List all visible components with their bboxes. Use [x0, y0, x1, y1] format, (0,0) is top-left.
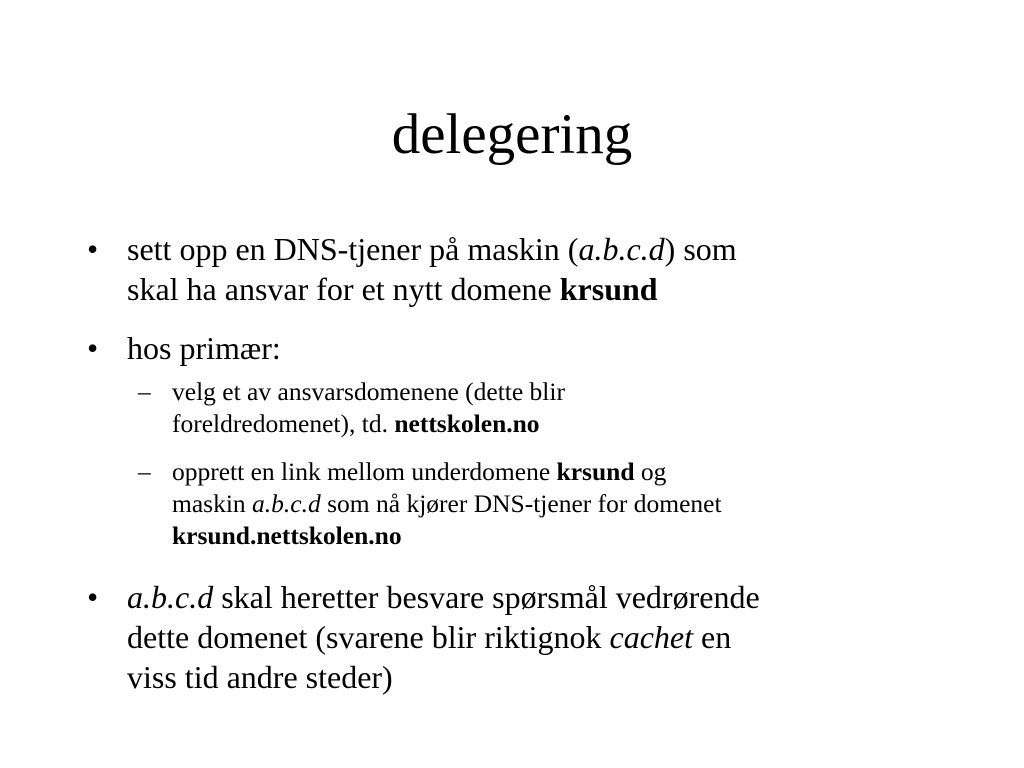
subitem-line: opprett en link mellom underdomene krsund og: [172, 457, 667, 486]
subitem-line: [172, 520, 932, 552]
bullet-item-answer: [87, 577, 927, 697]
bullet-line: hos primær:: [127, 330, 281, 366]
host-name: a.b.c.d: [578, 231, 665, 267]
bullet-line: skal ha ansvar for et nytt domene krsund: [127, 271, 658, 307]
subitem-choose-domain: [138, 376, 932, 440]
dash-marker: –: [138, 377, 151, 406]
subitem-line: foreldredomenet), td. nettskolen.no: [172, 409, 540, 438]
slide-title: delegering: [391, 103, 633, 166]
host-name: a.b.c.d: [252, 489, 321, 518]
bullet-marker: •: [87, 231, 99, 267]
subitem-line: velg et av ansvarsdomenene (dette blir: [172, 377, 565, 406]
fqdn: krsund.nettskolen.no: [172, 521, 402, 550]
bullet-line: sett opp en DNS-tjener på maskin (a.b.c.d) som: [127, 231, 737, 267]
subdomain-name: krsund: [556, 457, 635, 486]
dash-marker: –: [138, 457, 151, 486]
domain-name: krsund: [559, 271, 658, 307]
domain-name: nettskolen.no: [394, 409, 540, 438]
bullet-line: a.b.c.d skal heretter besvare spørsmål vedrørende: [127, 579, 760, 615]
bullet-item-dns-server: [87, 229, 927, 309]
bullet-item-primary: [87, 328, 927, 368]
host-name: a.b.c.d: [127, 579, 214, 615]
bullet-line: viss tid andre steder): [127, 659, 393, 695]
cached-term: cachet: [609, 619, 694, 655]
subitem-line: maskin a.b.c.d som nå kjører DNS-tjener for domenet: [172, 489, 722, 518]
bullet-line: dette domenet (svarene blir riktignok cachet en: [127, 619, 732, 655]
subitem-create-link: [138, 456, 932, 552]
bullet-marker: •: [87, 579, 99, 615]
bullet-marker: •: [87, 330, 99, 366]
